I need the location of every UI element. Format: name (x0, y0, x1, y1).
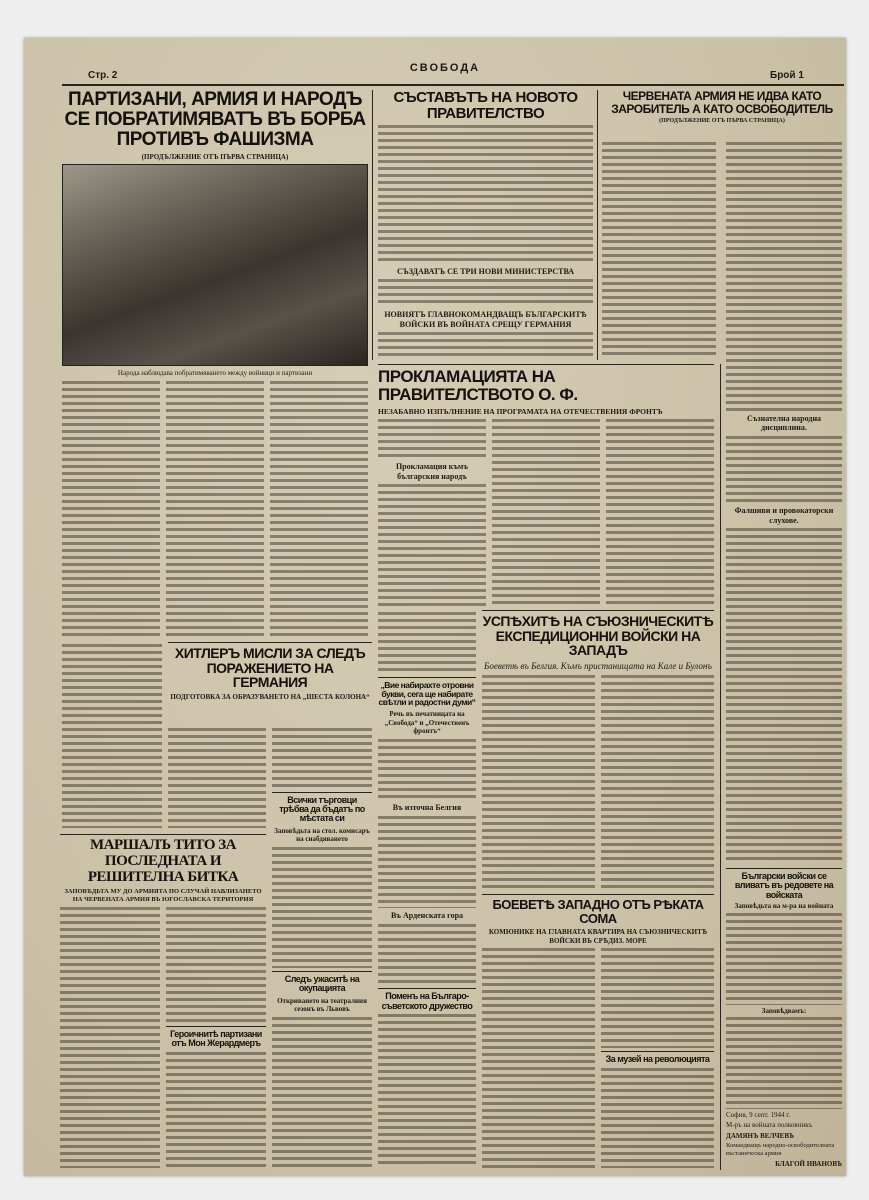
headline-museum: За музей на революцията (601, 1051, 714, 1064)
subhead-somme: КОМЮНИКЕ НА ГЛАВНАТА КВАРТИРА НА СЪЮЗНИЧЕСКИТѢ ВОЙСКИ ВЪ СРѢДИЗ. МОРЕ (488, 928, 708, 945)
article-hitler-body (168, 728, 266, 828)
headline-partisans: ПАРТИЗАНИ, АРМИЯ И НАРОДЪ СЕ ПОБРАТИМЯВАТЪ ВЪ БОРБА ПРОТИВЪ ФАШИЗМА (64, 89, 366, 150)
article-body (272, 1017, 372, 1168)
subhead-discipline: Съзнателна народна дисциплина. (746, 413, 822, 433)
article-body (272, 847, 372, 968)
headline-allies: УСПѢХИТѢ НА СЪЮЗНИЧЕСКИТѢ ЕКСПЕДИЦИОННИ ВОЙСКИ НА ЗАПАДЪ (482, 613, 714, 659)
subhead-ministries: СЪЗДАВАТЪ СЕ ТРИ НОВИ МИНИСТЕРСТВА (396, 266, 575, 276)
headline-somme: БОЕВЕТѢ ЗАПАДНО ОТЪ РѢКАТА СОМА (492, 897, 704, 926)
article-body (60, 907, 160, 1168)
article-body (378, 332, 593, 360)
article-body (378, 419, 486, 460)
subhead-tito: ЗАПОВѢДЬТА МУ ДО АРМИЯТА ПО СЛУЧАЙ НАВЛИЗАНЕТО НА ЧЕРВЕНАТА АРМИЯ ВЪ ЮГОСЛАВСКА ТЕРИТОРИЯ (64, 888, 262, 904)
article-body (726, 436, 842, 503)
article-bulgarian-troops (726, 868, 842, 1168)
article-hitler (168, 642, 372, 701)
column-rule (372, 90, 373, 360)
article-body (166, 381, 264, 640)
article-body (378, 125, 593, 264)
article-body (378, 279, 593, 307)
subhead-lvov: Откриването на театралния сезонъ въ Львовъ (277, 996, 367, 1014)
column-rule (597, 90, 598, 360)
article-body (272, 728, 372, 789)
article-body (601, 948, 714, 1048)
continued-note: (ПРОДЪЛЖЕНИЕ ОТЪ ПЪРВА СТРАНИЦА) (659, 118, 785, 125)
article-red-army-header (602, 90, 842, 125)
continued-note: (ПРОДЪЛЖЕНИЕ ОТЪ ПЪРВА СТРАНИЦА) (141, 152, 289, 161)
subhead-ardennes: Въ Арденската гора (390, 911, 464, 921)
article-body (601, 675, 714, 890)
article-body (378, 739, 476, 801)
article-body (601, 1068, 714, 1168)
article-body (62, 644, 162, 828)
article-body (378, 924, 476, 986)
subhead-proclamation: НЕЗАБАВНО ИЗПЪЛНЕНИЕ НА ПРОГРАМАТА НА ОТЕЧЕСТВЕНИЯ ФРОНТЪ (378, 406, 663, 416)
article-body (602, 142, 716, 358)
photo-caption: Народа наблюдава побратимяването между войници и партизани (117, 369, 313, 378)
headline-traders: Всички търговци трѣбва да бъдатъ по мѣстата си (272, 792, 372, 824)
subhead-bulgarian-troops: Заповѣдьта на м-ра на войната (734, 902, 834, 911)
headline-proclamation: ПРОКЛАМАЦИЯТА НА ПРАВИТЕЛСТВОТО О. Ф. (378, 367, 578, 404)
article-body (726, 528, 842, 864)
headline-lvov: Следъ ужаситѣ на окупацията (272, 971, 372, 994)
article-body (270, 381, 368, 640)
signature-title: Командващъ народно-освободителната въстаническа армия (726, 1142, 835, 1157)
article-body (168, 728, 266, 828)
article-tito (60, 834, 266, 1168)
article-body (482, 675, 595, 890)
article-body (726, 1017, 842, 1109)
subhead-rumours: Фалшиви и провокаторски слухове. (734, 506, 834, 525)
subhead-hitler: ПОДГОТОВКА ЗА ОБРАЗУВАНЕТО НА „ШЕСТА КОЛОНА“ (170, 693, 370, 702)
article-partisans (62, 90, 368, 640)
headline-bulgarian-troops: Български войски се вливатъ въ редовете на войската (734, 871, 834, 900)
article-somme (482, 894, 714, 1168)
signature-name: БЛАГОЙ ИВАНОВЪ (775, 1159, 842, 1168)
article-body (492, 419, 600, 606)
column-traders-lvov (272, 728, 372, 1168)
article-body (166, 1052, 266, 1168)
article-government (378, 90, 593, 360)
subhead-commander: НОВИЯТЪ ГЛАВНОКОМАНДВАЩЪ БЪЛГАРСКИТѢ ВОЙСКИ ВЪ ВОЙНАТА СРЕЩУ ГЕРМАНИЯ (384, 309, 587, 329)
column-left-continued (62, 644, 162, 828)
headline-partisan-women: Героичнитѣ партизани отъ Мон Жерардмеръ (166, 1026, 266, 1049)
signature-name: ДАМЯНЪ ВЕЛЧЕВЪ (726, 1131, 795, 1140)
article-body (62, 381, 160, 640)
headline-red-army: ЧЕРВЕНАТА АРМИЯ НЕ ИДВА КАТО ЗАРОБИТЕЛЬ А КАТО ОСВОБОДИТЕЛЬ (611, 89, 833, 116)
article-allies (482, 610, 714, 890)
article-body (166, 907, 266, 1023)
headline-society: Поменъ на Българо-съветското дружество (378, 988, 476, 1011)
article-red-army-col1 (602, 142, 716, 358)
article-body (606, 419, 714, 606)
page-number: Стр. 2 (88, 70, 118, 81)
article-body (726, 142, 842, 411)
headline-speech: „Вие набирахте отровни букви, сега ще набирате свѣтли и радостни думи“ (378, 677, 476, 708)
article-body (726, 913, 842, 1005)
article-body (378, 816, 476, 908)
article-body (482, 948, 595, 1168)
photo-partisans (62, 164, 368, 366)
article-red-army-col2 (726, 142, 842, 864)
newspaper-title: СВОБОДА (409, 62, 481, 74)
subhead-speech: Речь въ печатницата на „Свобода“ и „Отечественъ фронтъ“ (384, 710, 470, 736)
masthead-rule (62, 84, 844, 86)
order-date: София, 9 септ. 1944 г. (726, 1110, 791, 1119)
article-proclamation (378, 364, 714, 606)
issue-number: Брой 1 (770, 70, 804, 81)
headline-hitler: ХИТЛЕРЪ МИСЛИ ЗА СЛЕДЪ ПОРАЖЕНИЕТО НА ГЕРМАНИЯ (174, 645, 366, 691)
article-body (378, 1014, 476, 1168)
subhead-east-belgium: Въ източна Белгия (392, 803, 462, 813)
subhead-traders: Заповѣдьта на стол. комисаръ на снабдяването (274, 826, 370, 844)
article-body (378, 484, 486, 606)
headline-government: СЪСТАВЪТЪ НА НОВОТО ПРАВИТЕЛСТВО (393, 89, 578, 122)
headline-tito: МАРШАЛЪ ТИТО ЗА ПОСЛЕДНАТА И РЕШИТЕЛНА БИТКА (87, 837, 239, 885)
subhead-allies: Боеветѣ въ Белгия. Къмъ пристанищата на Кале и Булонъ (484, 661, 712, 672)
subhead-proclamation-inner: Прокламация къмъ българския народъ (395, 462, 469, 481)
order-label: Заповѣдвамъ: (761, 1006, 807, 1015)
column-speech-society (378, 612, 476, 1168)
article-body (378, 612, 476, 674)
column-rule (720, 364, 721, 1170)
signature-title: М-ръ на войната полковникъ (726, 1121, 813, 1130)
